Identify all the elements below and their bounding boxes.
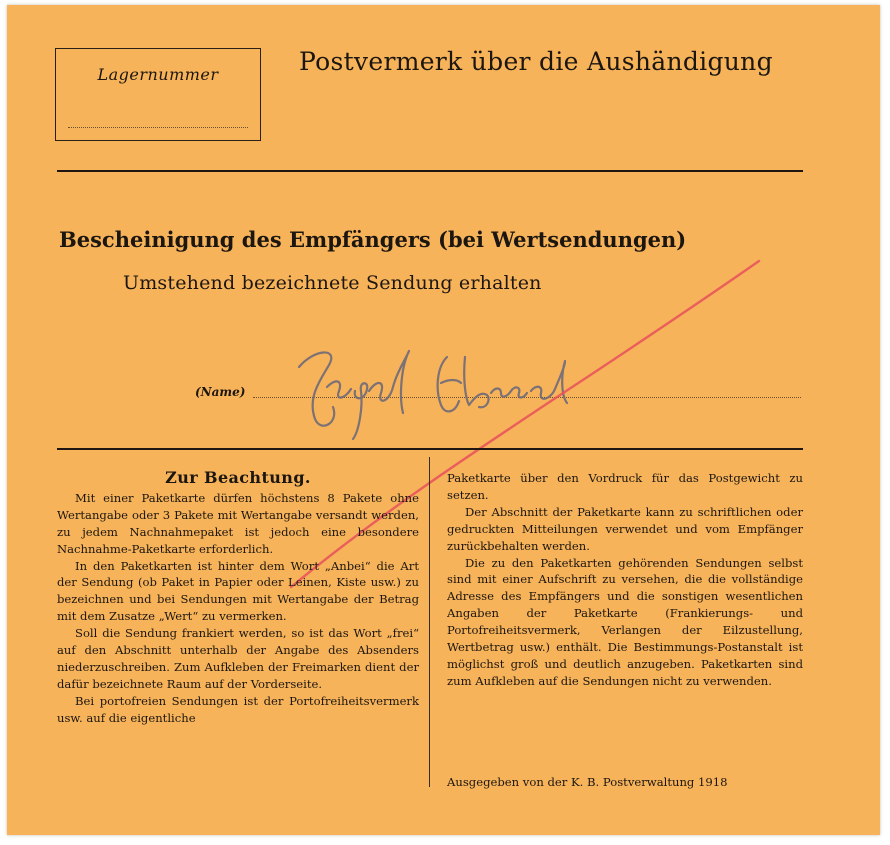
note-paragraph: Paketkarte über den Vordruck für das Postgewicht zu setzen. [447, 471, 803, 502]
issuer-footer: Ausgegeben von der K. B. Postverwaltung 1918 [447, 775, 728, 789]
lagernummer-label: Lagernummer [97, 65, 219, 84]
handwritten-signature [269, 327, 589, 447]
bescheinigung-heading: Bescheinigung des Empfängers (bei Wertsendungen) [59, 227, 687, 252]
notes-left-column [57, 470, 419, 727]
divider-middle [57, 448, 803, 450]
lagernummer-dotted-line [68, 127, 248, 128]
bescheinigung-subheading: Umstehend bezeichnete Sendung erhalten [123, 272, 542, 294]
note-paragraph: Bei portofreien Sendungen ist der Portofreiheitsvermerk usw. auf die eigentliche [57, 693, 419, 725]
note-paragraph: Der Abschnitt der Paketkarte kann zu schriftlichen oder gedruckten Mitteilungen verwendet und vom Empfänger zurückbehalten werden. [447, 504, 803, 553]
note-paragraph: In den Paketkarten ist hinter dem Wort „Anbei“ die Art der Sendung (ob Paket in Papier oder Leinen, Kiste usw.) zu bezeichnen und bei Sendungen mit Wertangabe der Betrag mit dem Zusatze „Wert“ zu vermerken. [57, 558, 419, 624]
postvermerk-title: Postvermerk über die Aushändigung [299, 47, 773, 76]
note-paragraph: Mit einer Paketkarte dürfen höchstens 8 Pakete ohne Wertangabe oder 3 Pakete mit Wertangabe versandt werden, zu jedem Nachnahmepaket ist jedoch eine besondere Nachnahme-Paketkarte erforderlich. [57, 490, 419, 556]
lagernummer-box [55, 48, 261, 141]
note-paragraph: Die zu den Paketkarten gehörenden Sendungen selbst sind mit einer Aufschrift zu versehen, die die vollständige Adresse des Empfängers und die sonstigen wesentlichen Angaben der Paketkarte (Frankierungs- und Portofreiheitsvermerk, Verlangen der Eilzustellung, Wertbetrag usw.) enthält. Die Bestimmungs-Postanstalt ist möglichst groß und deutlich anzugeben. Paketkarten sind zum Aufkleben auf die Sendungen nicht zu verwenden. [447, 555, 803, 688]
parcel-card-back [7, 5, 880, 835]
notes-right-column [447, 470, 803, 690]
name-label: (Name) [195, 385, 246, 399]
divider-top [57, 170, 803, 172]
beachtung-heading: Zur Beachtung. [165, 468, 311, 487]
note-paragraph: Soll die Sendung frankiert werden, so ist das Wort „frei“ auf den Abschnitt unterhalb der Angabe des Absenders niederzuschreiben. Zum Aufkleben der Freimarken dient der dafür bezeichnete Raum auf der Vorderseite. [57, 626, 419, 691]
column-divider [429, 457, 430, 787]
